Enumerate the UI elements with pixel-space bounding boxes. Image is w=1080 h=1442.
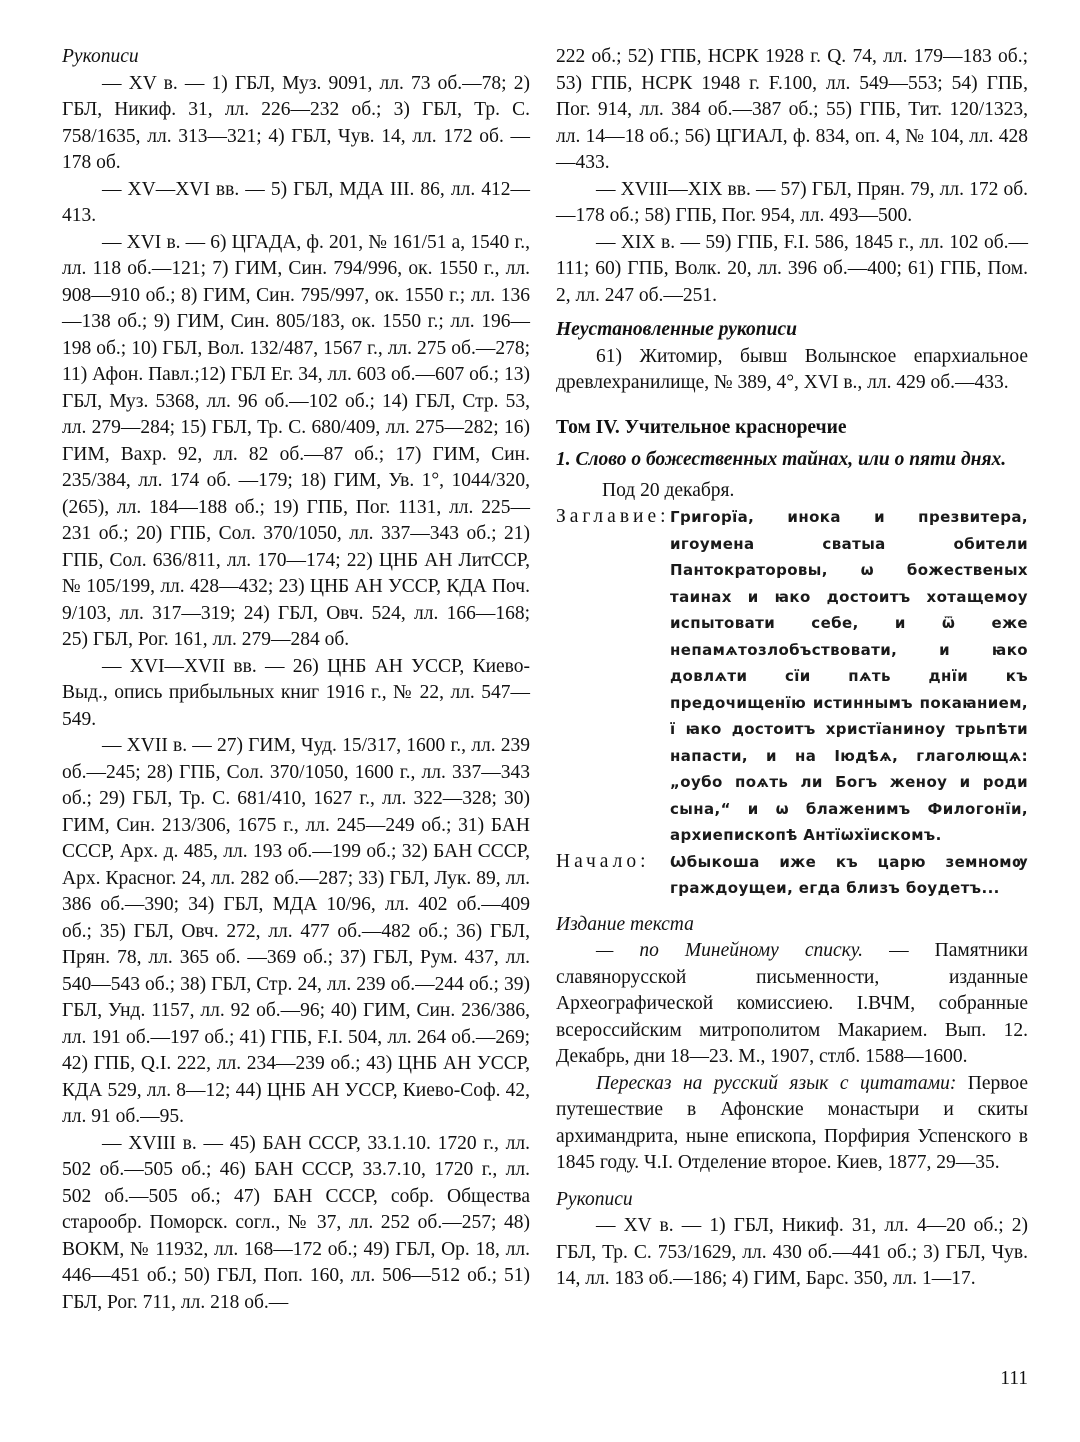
manuscript-entry-xviii-xix: — XVIII—XIX вв. — 57) ГБЛ, Прян. 79, лл. 172 об.—178 об.; 58) ГПБ, Пог. 954, лл. 493—500.	[556, 178, 1028, 226]
retelling-text: Первое путешествие в Афонские монастыри и скиты архимандрита, ныне епископа, Порфирия Успенского в 1845 году. Ч.I. Отделение второе. Киев, 1877, 29—35.	[556, 1072, 1028, 1173]
manuscript-entry-xviii: — XVIII в. — 45) БАН СССР, 33.1.10. 1720 г., лл. 502 об.—505 об.; 46) БАН СССР, 33.7.10, 1720 г., лл. 502 об.—505 об.; 47) БАН СССР, собр. Общества старообр. Поморск. согл., № 37, лл. 252 об.—257; 48) ВОКМ, № 11932, лл. 168—172 об.; 49) ГБЛ, Ор. 18, лл. 446—451 об.; 50) ГБЛ, Поп. 160, лл. 506—512 об.; 51) ГБЛ, Рог. 711, лл. 218 об.—	[62, 1132, 530, 1313]
incipit-old-slavonic-text: Ѡбыкоша иже къ царю земномѹ граждоущеи, егда близъ боудетъ...	[670, 852, 1028, 897]
volume-heading: Том IV. Учительное красноречие	[556, 416, 847, 438]
manuscript-entry-xvii: — XVII в. — 27) ГИМ, Чуд. 15/317, 1600 г., лл. 239 об.—245; 28) ГПБ, Сол. 370/1050, 1600 г., лл. 337—343 об.; 29) ГБЛ, Тр. С. 681/410, 1627 г., лл. 322—328; 30) ГИМ, Син. 213/306, 1675 г., лл. 245—249 об.; 31) БАН СССР, Арх. д. 485, лл. 193 об.—199 об.; 32) БАН СССР, Арх. Красног. 24, лл. 282 об.—287; 33) ГБЛ, Лук. 89, лл. 386 об.—390; 34) ГБЛ, МДА 10/96, лл. 402 об.—409 об.; 35) ГБЛ, Овч. 272, лл. 477 об.—482 об.; 36) ГБЛ, Прян. 78, лл. 365 об. —369 об.; 37) ГБЛ, Рум. 437, лл. 540—543 об.; 38) ГБЛ, Стр. 24, лл. 239 об.—244 об.; 39) ГБЛ, Унд. 1157, лл. 92 об.—96; 40) ГИМ, Син. 236/386, лл. 191 об.—197 об.; 41) ГПБ, F.I. 504, лл. 264 об.—269; 42) ГПБ, Q.I. 222, лл. 234—239 об.; 43) ЦНБ АН УССР, КДА 529, лл. 8—12; 44) ЦНБ АН УССР, Киево-Соф. 42, лл. 91 об.—95.	[62, 735, 530, 1127]
work-title: 1. Слово о божественных тайнах, или о пяти днях.	[556, 449, 1007, 470]
page-number: 111	[1000, 1368, 1028, 1389]
retelling-lead: Пересказ на русский язык с цитатами:	[596, 1072, 957, 1094]
unidentified-manuscripts-text: 61) Житомир, бывш Волынское епархиальное древлехранилище, № 389, 4°, XVI в., лл. 429 об.—433.	[556, 345, 1028, 393]
manuscripts-heading-2: Рукописи	[556, 1188, 633, 1210]
title-label: Заглавие:	[556, 506, 670, 527]
edition-text: — Памятники славянорусской письменности, изданные Археографической комиссиею. I.ВЧМ, собранные всероссийским митрополитом Макарием. Вып. 12. Декабрь, дни 18—23. М., 1907, стлб. 1588—1600.	[556, 940, 1028, 1067]
edition-lead: — по Минейному списку.	[596, 940, 864, 961]
unidentified-manuscripts-heading: Неустановленные рукописи	[556, 319, 797, 340]
incipit-row	[556, 849, 1028, 902]
edition-heading: Издание текста	[556, 913, 694, 935]
date-line: Под 20 декабря.	[602, 479, 735, 501]
manuscripts-heading: Рукописи	[62, 46, 139, 67]
left-column	[62, 44, 530, 1316]
edition-entry	[556, 938, 1028, 1071]
retelling-entry	[556, 1071, 1028, 1177]
incipit-label: Начало:	[556, 850, 650, 872]
manuscript-entry-xv-xvi: — XV—XVI вв. — 5) ГБЛ, МДА III. 86, лл. 412—413.	[62, 178, 530, 226]
manuscripts-text-2: — XV в. — 1) ГБЛ, Никиф. 31, лл. 4—20 об.; 2) ГБЛ, Тр. С. 753/1629, лл. 430 об.—441 об.; 3) ГБЛ, Чув. 14, лл. 183 об.—186; 4) ГИМ, Барс. 350, лл. 1—17.	[556, 1215, 1028, 1289]
manuscript-entry-continuation: 222 об.; 52) ГПБ, НСРК 1928 г. Q. 74, лл. 179—183 об.; 53) ГПБ, НСРК 1948 г. F.100, лл. 549—553; 54) ГПБ, Пог. 914, лл. 384 об.—387 об.; 55) ГПБ, Тит. 120/1323, лл. 14—18 об.; 56) ЦГИАЛ, ф. 834, оп. 4, № 104, лл. 428—433.	[556, 46, 1028, 173]
manuscript-entry-xvi: — XVI в. — 6) ЦГАДА, ф. 201, № 161/51 а, 1540 г., лл. 118 об.—121; 7) ГИМ, Син. 794/996, ок. 1550 г., лл. 908—910 об.; 8) ГИМ, Син. 795/997, ок. 1550 г.; лл. 136—138 об.; 9) ГИМ, Син. 805/183, ок. 1550 г.; лл. 196—198 об.; 10) ГБЛ, Вол. 132/487, 1567 г., лл. 275 об.—278; 11) Афон. Павл.;12) ГБЛ Ег. 34, лл. 603 об.—607 об.; 13) ГБЛ, Муз. 5368, лл. 96 об.—102 об.; 14) ГБЛ, Стр. 53, лл. 279—284; 15) ГБЛ, Тр. С. 680/409, лл. 275—282; 16) ГИМ, Вахр. 92, лл. 82 об.—87 об.; 17) ГИМ, Син. 235/384, лл. 174 об. —179; 18) ГИМ, Ув. 1°, 1044/320, (265), лл. 184—188 об.; 19) ГПБ, Пог. 1131, лл. 225—231 об.; 20) ГПБ, Сол. 370/1050, лл. 337—343 об.; 21) ГПБ, Сол. 636/811, лл. 170—174; 22) ЦНБ АН ЛитССР, № 105/199, лл. 428—432; 23) ЦНБ АН УССР, КДА Поч. 9/103, лл. 317—319; 24) ГБЛ, Овч. 524, лл. 166—168; 25) ГБЛ, Рог. 161, лл. 279—284 об.	[62, 231, 530, 650]
right-column	[556, 44, 1028, 1293]
manuscript-entry-xvi-xvii: — XVI—XVII вв. — 26) ЦНБ АН УССР, Киево-Выд., опись прибыльных книг 1916 г., № 22, лл. 547—549.	[62, 655, 530, 730]
title-old-slavonic-text: Григорїа, инока и презвитера, игоумена сватыа обители Пантократоровы, ѡ божественых таинах и ꙗко достоитъ хотащемоу испытовати себе, и ѿ еже непамѧтозлобъствовати, и ꙗко довлѧти сїи пѧть днїи къ предочищенїю истиннымъ покаꙗнием, ї ꙗко достоитъ христїаниноу трьпѣти напасти, и на Іюдѣѧ, глаголющѧ: „оубо поѧть ли Богъ женоу и роди сына,“ и ѡ блаженимъ Филогонїи, архиепископѣ Антїѡхїискомъ.	[670, 508, 1028, 844]
manuscript-entry-xv: — XV в. — 1) ГБЛ, Муз. 9091, лл. 73 об.—78; 2) ГБЛ, Никиф. 31, лл. 226—232 об.; 3) ГБЛ, Тр. С. 758/1635, лл. 313—321; 4) ГБЛ, Чув. 14, лл. 172 об. —178 об.	[62, 72, 530, 173]
manuscript-entry-xix: — XIX в. — 59) ГПБ, F.I. 586, 1845 г., лл. 102 об.—111; 60) ГПБ, Волк. 20, лл. 396 об.—400; 61) ГПБ, Пом. 2, лл. 247 об.—251.	[556, 231, 1028, 306]
title-row	[556, 504, 1028, 849]
